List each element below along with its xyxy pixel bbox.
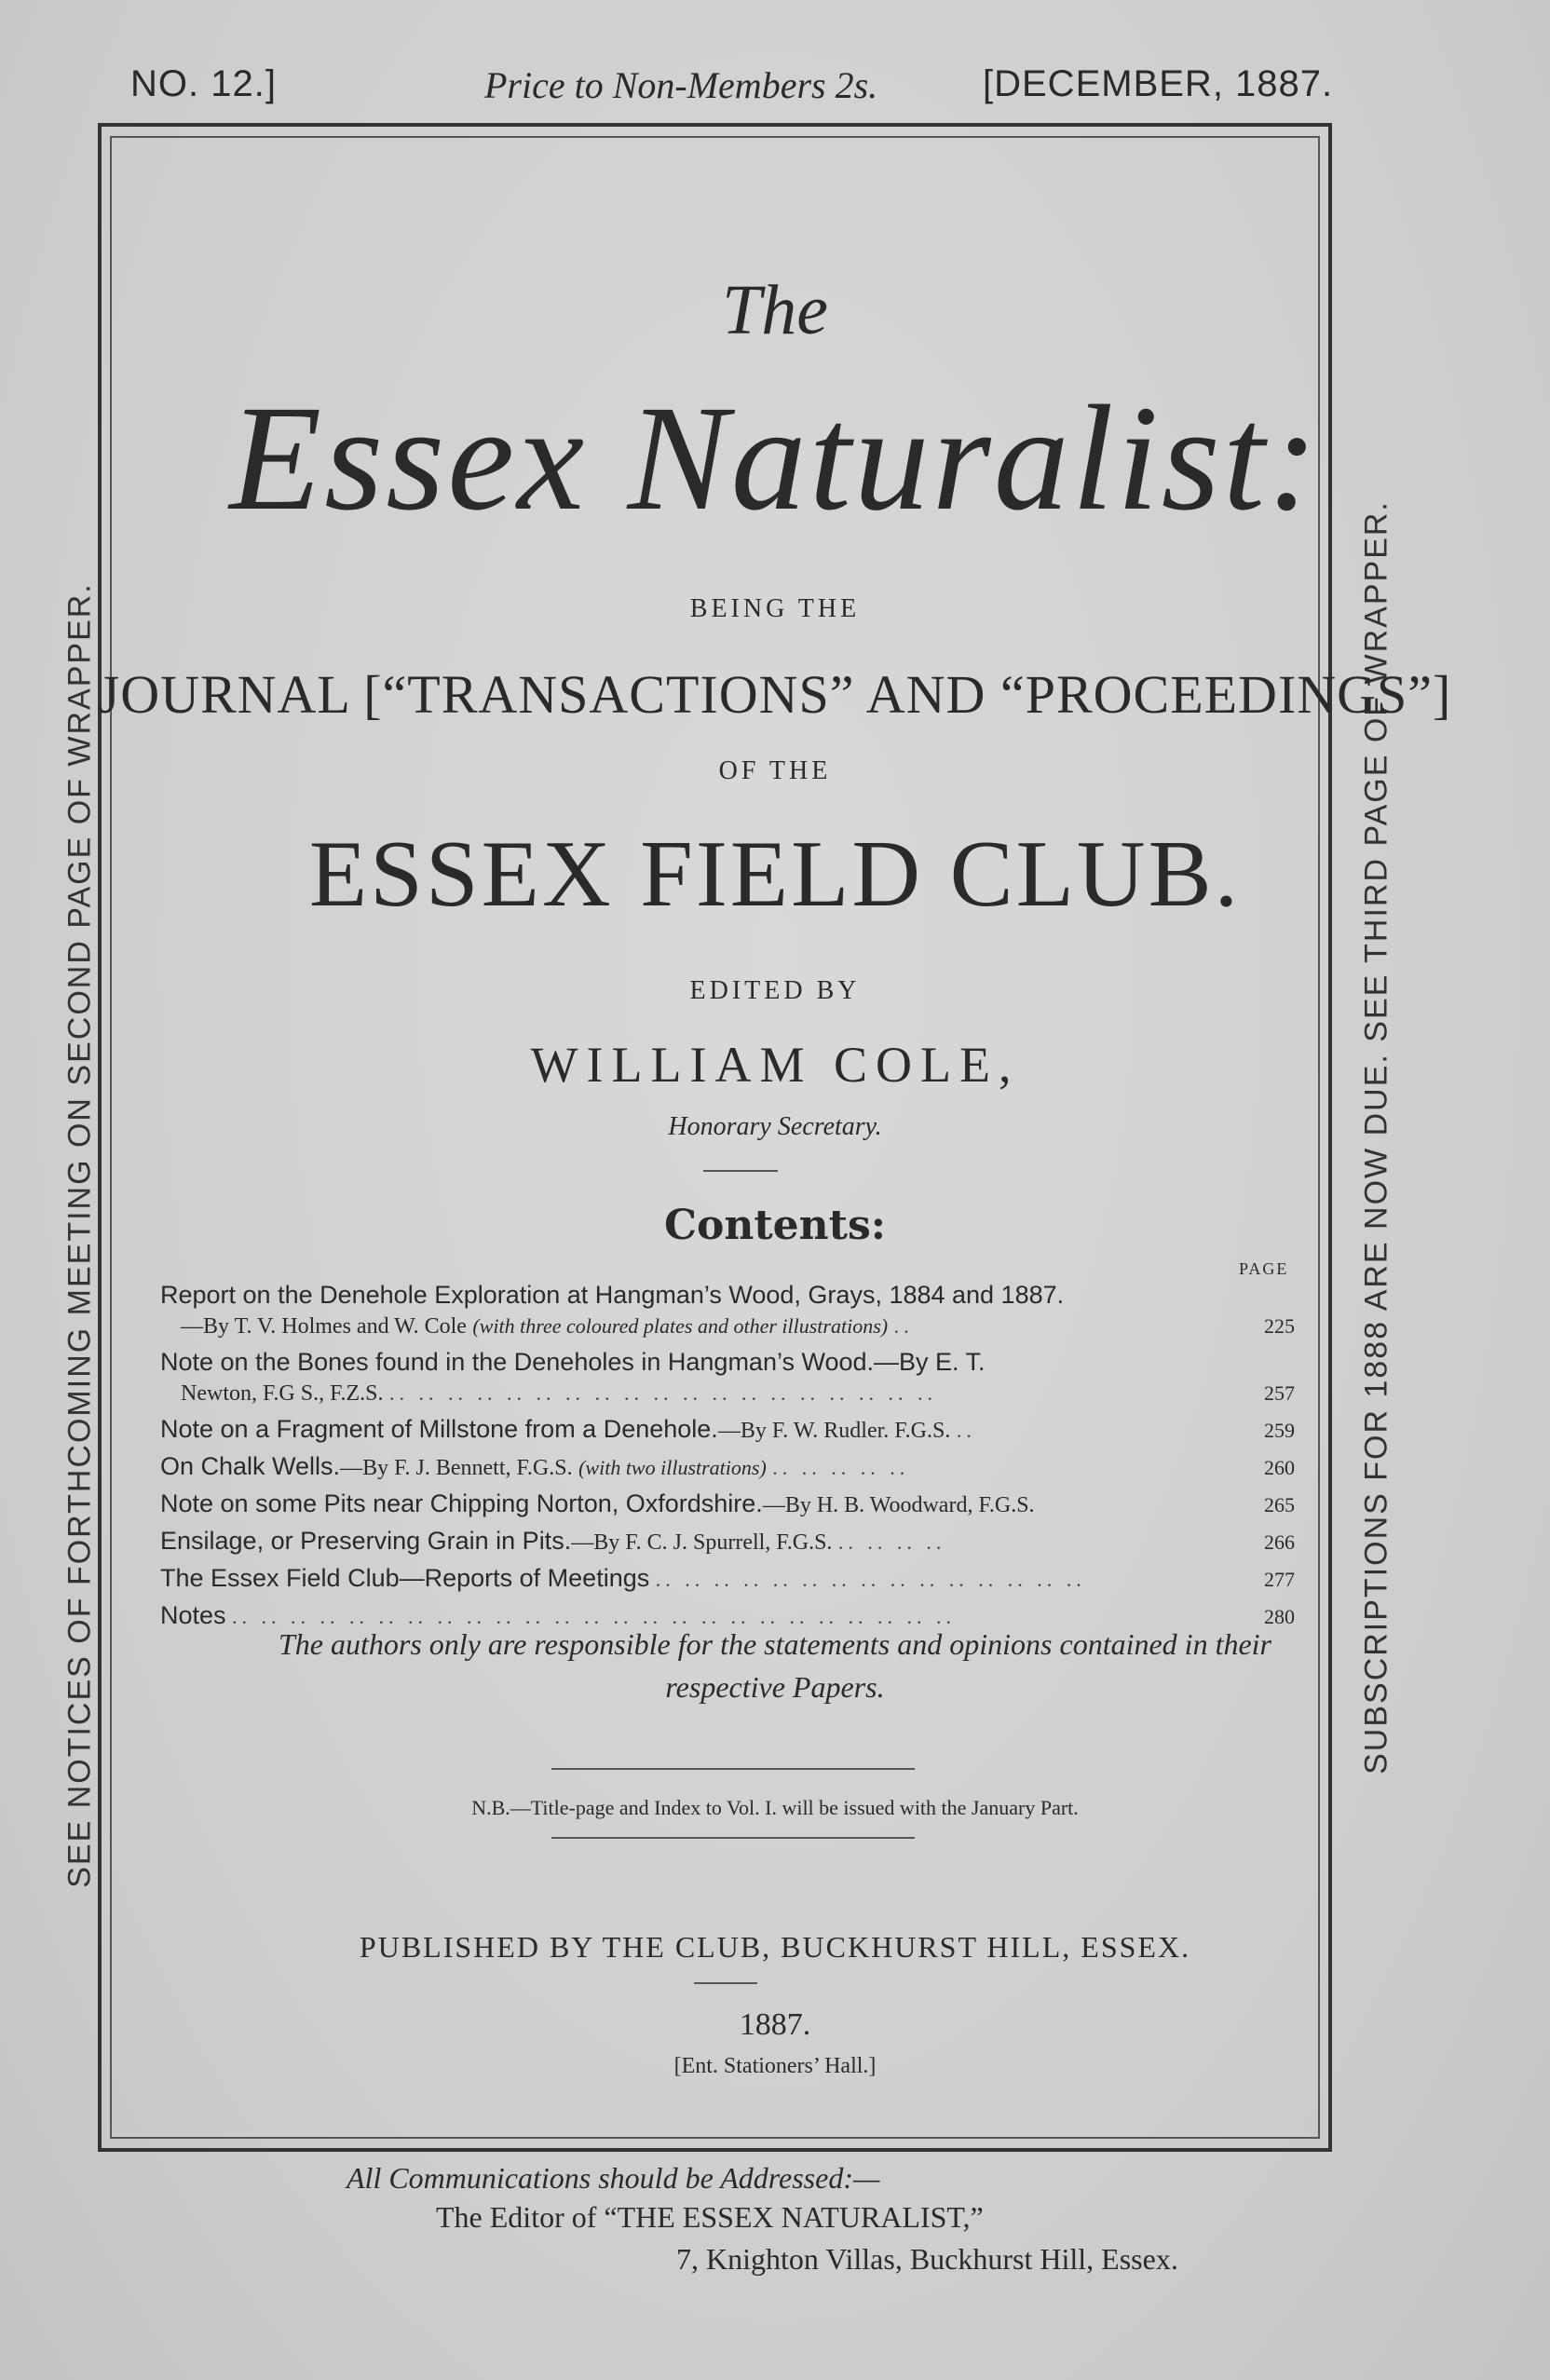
- entry-title: Note on the Bones found in the Deneholes in Hangman’s Wood.—By E. T.: [160, 1348, 986, 1376]
- divider: [551, 1768, 915, 1770]
- editor-name: WILLIAM COLE,: [530, 1037, 1020, 1093]
- divider: [694, 1982, 757, 1984]
- contents-entry: [160, 1489, 1295, 1520]
- entry-byline: —By H. B. Woodward, F.G.S.: [762, 1493, 1035, 1517]
- contents-entry: Note on the Bones found in the Deneholes in Hangman’s Wood.—By E. T. Newton, F.G S., F.Z.S. .. .. .. .. .. .. .. .. .. .. .. .. .. .. .. .. .. .. .. 257: [160, 1347, 1295, 1408]
- entry-byline: —By F. W. Rudler. F.G.S.: [717, 1419, 951, 1443]
- side-note-left: SEE NOTICES OF FORTHCOMING MEETING ON SECOND PAGE OF WRAPPER.: [61, 582, 98, 1888]
- issue-date: [DECEMBER, 1887.: [983, 63, 1334, 104]
- entry-byline: —By T. V. Holmes and W. Cole: [181, 1314, 467, 1339]
- entry-page: 225: [1264, 1314, 1295, 1338]
- disclaimer-line: respective Papers.: [665, 1670, 885, 1704]
- entry-title: Ensilage, or Preserving Grain in Pits.: [160, 1527, 572, 1555]
- divider: [551, 1837, 915, 1839]
- side-note-right: SUBSCRIPTIONS FOR 1888 ARE NOW DUE. SEE THIRD PAGE OF WRAPPER.: [1358, 500, 1394, 1775]
- being-the: BEING THE: [689, 594, 861, 623]
- entry-byline: Newton, F.G S., F.Z.S.: [181, 1381, 384, 1406]
- club-name: ESSEX FIELD CLUB.: [308, 822, 1242, 927]
- entry-page: 277: [1264, 1568, 1295, 1591]
- entry-byline: —By F. J. Bennett, F.G.S.: [340, 1456, 573, 1480]
- entry-page: 257: [1264, 1381, 1295, 1405]
- masthead-the: The: [722, 271, 828, 349]
- entry-page: 280: [1264, 1605, 1295, 1628]
- contents-entry: The Essex Field Club—Reports of Meetings .. .. .. .. .. .. .. .. .. .. .. .. .. .. .. 277: [160, 1563, 1295, 1595]
- contents-entry: On Chalk Wells.—By F. J. Bennett, F.G.S. (with two illustrations) .. .. .. .. .. 260: [160, 1451, 1295, 1483]
- contents-list: [160, 1280, 1295, 1632]
- nb-note: N.B.—Title-page and Index to Vol. I. will be issued with the January Part.: [471, 1796, 1079, 1819]
- contents-title: Contents:: [663, 1202, 886, 1249]
- entry-title: The Essex Field Club—Reports of Meetings: [160, 1564, 650, 1592]
- price-note: Price to Non-Members 2s.: [484, 64, 878, 106]
- edited-by: EDITED BY: [689, 976, 861, 1005]
- publisher-line: PUBLISHED BY THE CLUB, BUCKHURST HILL, ESSEX.: [359, 1930, 1191, 1964]
- divider: [703, 1170, 778, 1172]
- stationers-entry: [Ent. Stationers’ Hall.]: [673, 2054, 877, 2078]
- contents-entry: Ensilage, or Preserving Grain in Pits.—By F. C. J. Spurrell, F.G.S. .. .. .. .. 266: [160, 1526, 1295, 1557]
- issue-header: [0, 63, 1550, 129]
- entry-byline: —By F. C. J. Spurrell, F.G.S.: [571, 1530, 833, 1555]
- issue-number: NO. 12.]: [130, 63, 277, 104]
- entry-title: Note on some Pits near Chipping Norton, Oxfordshire.: [160, 1489, 763, 1517]
- entry-title: Notes: [160, 1601, 226, 1629]
- editor-role: Honorary Secretary.: [668, 1112, 882, 1141]
- communications-address: 7, Knighton Villas, Buckhurst Hill, Essex.: [676, 2242, 1178, 2276]
- journal-line: JOURNAL [“TRANSACTIONS” AND “PROCEEDINGS”]: [98, 664, 1452, 725]
- disclaimer-line: The authors only are responsible for the statements and opinions contained in their: [279, 1627, 1271, 1661]
- of-the: OF THE: [718, 756, 832, 785]
- communications-heading: All Communications should be Addressed:—: [347, 2161, 880, 2195]
- entry-title: Note on a Fragment of Millstone from a Denehole.: [160, 1415, 718, 1443]
- communications-editor: The Editor of “THE ESSEX NATURALIST,”: [436, 2200, 984, 2234]
- entry-title: On Chalk Wells.: [160, 1452, 341, 1480]
- entry-note: (with three coloured plates and other illustrations): [472, 1314, 889, 1338]
- page-column-label: PAGE: [1239, 1259, 1289, 1278]
- contents-entry: Note on a Fragment of Millstone from a Denehole.—By F. W. Rudler. F.G.S. .. 259: [160, 1414, 1295, 1446]
- entry-note: (with two illustrations): [578, 1456, 767, 1479]
- entry-page: 260: [1264, 1456, 1295, 1479]
- entry-page: 259: [1264, 1419, 1295, 1442]
- entry-title: Report on the Denehole Exploration at Hangman’s Wood, Grays, 1884 and 1887.: [160, 1281, 1065, 1309]
- entry-page: 266: [1264, 1530, 1295, 1554]
- contents-entry: Notes .. .. .. .. .. .. .. .. .. .. .. .. .. .. .. .. .. .. .. .. .. .. .. .. .. 280: [160, 1600, 1295, 1632]
- publication-year: 1887.: [739, 2007, 811, 2042]
- contents-entry: Report on the Denehole Exploration at Hangman’s Wood, Grays, 1884 and 1887. —By T. V. Holmes and W. Cole (with three coloured plates and other illustrations) .. 225: [160, 1280, 1295, 1341]
- masthead-title: Essex Naturalist:: [229, 375, 1321, 542]
- disclaimer: [0, 1623, 1550, 1708]
- entry-page: 265: [1264, 1493, 1295, 1516]
